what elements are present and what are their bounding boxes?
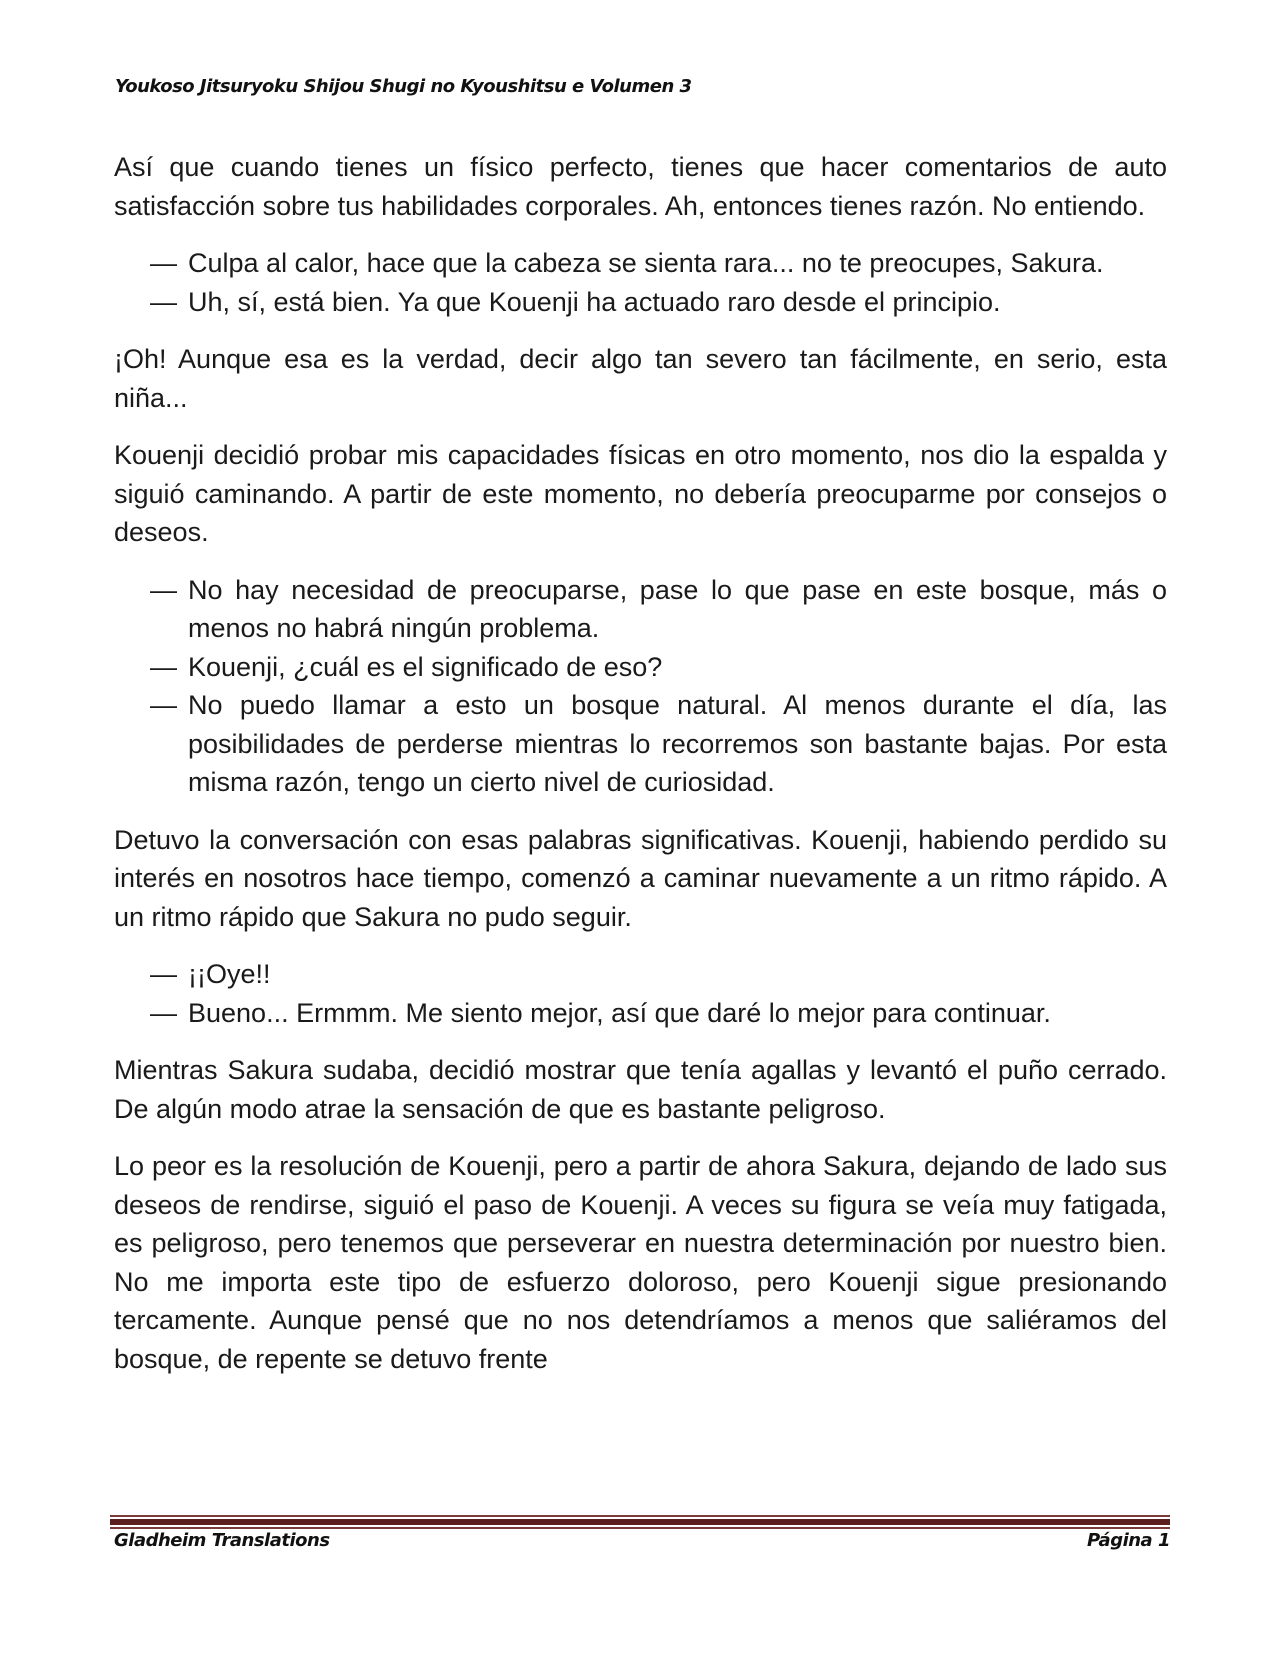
dialogue-line — [114, 283, 1167, 322]
dialogue-line — [114, 994, 1167, 1033]
paragraph: ¡Oh! Aunque esa es la verdad, decir algo tan severo tan fácilmente, en serio, esta niña... — [114, 344, 1167, 413]
paragraph: Lo peor es la resolución de Kouenji, pero a partir de ahora Sakura, dejando de lado sus deseos de rendirse, siguió el paso de Kouenji. A veces su figura se veía muy fatigada, es peligroso, pero tenemos que perseverar en nuestra determinación por nuestro bien. No me importa este tipo de esfuerzo doloroso, pero Kouenji sigue presionando tercamente. Aunque pensé que no nos detendríamos a menos que saliéramos del bosque, de repente se detuvo frente — [114, 1151, 1167, 1374]
paragraph: Detuvo la conversación con esas palabras significativas. Kouenji, habiendo perdido su interés en nosotros hace tiempo, comenzó a caminar nuevamente a un ritmo rápido. A un ritmo rápido que Sakura no pudo seguir. — [114, 824, 1167, 932]
em-dash: — — [150, 690, 177, 720]
dialogue-text: Uh, sí, está bien. Ya que Kouenji ha actuado raro desde el principio. — [188, 286, 1001, 317]
dialogue-line — [114, 955, 1167, 994]
em-dash: — — [150, 248, 177, 278]
dialogue-text: No puedo llamar a esto un bosque natural. Al menos durante el día, las posibilidades de perderse mientras lo recorremos son bastante bajas. Por esta misma razón, tengo un cierto nivel de curiosidad. — [188, 690, 1167, 797]
dialogue-text: Bueno... Ermmm. Me siento mejor, así que daré lo mejor para continuar. — [188, 997, 1051, 1028]
dialogue-block — [114, 955, 1167, 1032]
dialogue-line — [114, 571, 1167, 648]
dialogue-line — [114, 686, 1167, 802]
em-dash: — — [150, 997, 177, 1028]
paragraph: Mientras Sakura sudaba, decidió mostrar que tenía agallas y levantó el puño cerrado. De algún modo atrae la sensación de que es bastante peligroso. — [114, 1055, 1167, 1124]
em-dash: — — [150, 574, 177, 605]
dialogue-text: Culpa al calor, hace que la cabeza se sienta rara... no te preocupes, Sakura. — [188, 248, 1104, 278]
dialogue-block — [114, 571, 1167, 802]
dialogue-text: ¡¡Oye!! — [188, 959, 271, 989]
paragraph: Así que cuando tienes un físico perfecto, tienes que hacer comentarios de auto satisfacción sobre tus habilidades corporales. Ah, entonces tienes razón. No entiendo. — [114, 152, 1167, 221]
page-body — [114, 148, 1167, 1397]
running-header: Youkoso Jitsuryoku Shijou Shugi no Kyoushitsu e Volumen 3 — [115, 76, 692, 97]
em-dash: — — [150, 651, 177, 682]
dialogue-line — [114, 648, 1167, 687]
em-dash: — — [150, 959, 177, 989]
dialogue-line — [114, 244, 1167, 283]
dialogue-text: Kouenji, ¿cuál es el significado de eso? — [188, 651, 663, 682]
page-number: Página 1 — [1087, 1530, 1170, 1551]
dialogue-block — [114, 244, 1167, 321]
footer-publisher: Gladheim Translations — [114, 1530, 330, 1551]
dialogue-text: No hay necesidad de preocuparse, pase lo que pase en este bosque, más o menos no habrá ningún problema. — [188, 574, 1167, 643]
footer-rule — [110, 1515, 1170, 1529]
em-dash: — — [150, 286, 177, 317]
paragraph: Kouenji decidió probar mis capacidades físicas en otro momento, nos dio la espalda y siguió caminando. A partir de este momento, no debería preocuparme por consejos o deseos. — [114, 440, 1167, 547]
